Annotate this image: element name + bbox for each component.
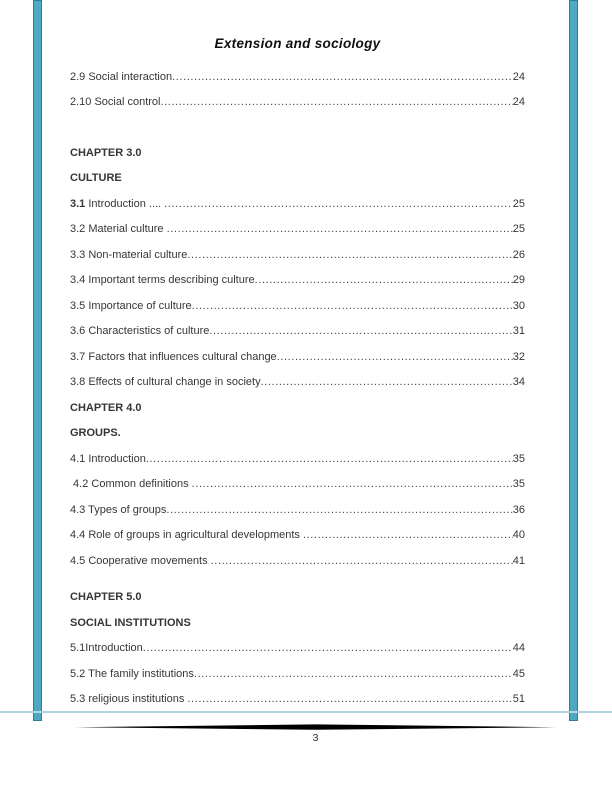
chapter-subheading-label: SOCIAL INSTITUTIONS — [70, 616, 191, 629]
toc-entry-label: 5.1Introduction — [70, 642, 143, 654]
dot-leader — [166, 504, 512, 517]
dot-leader — [187, 249, 512, 262]
toc-entry — [70, 211, 525, 237]
toc-entry-label: 4.5 Cooperative movements — [70, 554, 211, 567]
dot-leader — [255, 274, 513, 287]
toc-entry — [70, 364, 525, 390]
dot-leader — [261, 376, 513, 389]
page-number: 3 — [312, 732, 319, 744]
toc-entry-page: 30 — [512, 299, 525, 312]
toc-entry — [70, 262, 525, 288]
toc-entry-page: 35 — [512, 478, 525, 490]
toc-entry-page: 36 — [512, 503, 525, 516]
toc-entry-page: 40 — [512, 529, 525, 541]
toc-entry-page: 34 — [512, 376, 525, 388]
dot-leader — [167, 223, 513, 236]
dot-leader — [303, 529, 513, 542]
toc-entry — [70, 338, 525, 364]
toc-entry — [70, 236, 525, 262]
toc-entry-page: 25 — [509, 197, 525, 210]
toc-entry-label: 3.5 Importance of culture — [70, 299, 192, 312]
chapter-3-heading — [70, 134, 525, 160]
toc-entry-label: 4.1 Introduction — [70, 452, 146, 465]
page-footer — [75, 724, 556, 744]
toc-entry — [70, 313, 525, 339]
toc-entry-label: 4.2 Common definitions — [70, 478, 192, 490]
chapter-4-heading — [70, 389, 525, 415]
left-margin-bar — [33, 0, 42, 721]
toc-entry — [70, 655, 525, 681]
chapter-5-heading — [70, 579, 525, 605]
toc-entry-label: 3.8 Effects of cultural change in society — [70, 376, 261, 388]
toc-entry-label: 4.4 Role of groups in agricultural developments — [70, 529, 303, 541]
chapter-heading-label: CHAPTER 4.0 — [70, 401, 142, 414]
toc-entry — [70, 58, 525, 84]
toc-entry-page: 24 — [512, 70, 525, 83]
chapter-subheading-label: GROUPS. — [70, 427, 121, 439]
toc-entry-page: 35 — [512, 452, 525, 465]
toc-entry-page: 29 — [512, 274, 525, 286]
dot-leader — [146, 453, 513, 466]
dot-leader — [172, 71, 513, 84]
toc-entry — [70, 681, 525, 707]
toc-entry-label: 3.7 Factors that influences cultural change — [70, 350, 277, 363]
toc-entry-page: 45 — [512, 667, 525, 680]
toc-entry — [70, 287, 525, 313]
toc-entry-label: 4.3 Types of groups — [70, 503, 167, 516]
dot-leader — [277, 351, 513, 364]
toc-entry-page: 26 — [512, 248, 525, 261]
toc-entry-page: 31 — [512, 325, 525, 337]
toc-entry — [70, 542, 525, 568]
chapter-heading-label: CHAPTER 3.0 — [70, 146, 142, 159]
toc-entry-label: 5.2 The family institutions — [70, 667, 194, 680]
dot-leader — [194, 668, 513, 681]
chapter-subheading-label: CULTURE — [70, 172, 122, 184]
toc-entry-label: 2.10 Social control — [70, 96, 161, 108]
footer-divider-line — [75, 724, 556, 731]
page-title: Extension and sociology — [214, 36, 381, 51]
toc-entry-label: 2.9 Social interaction — [70, 70, 173, 83]
dot-leader — [211, 555, 513, 568]
toc-entry — [70, 630, 525, 656]
dot-leader — [187, 693, 512, 706]
toc-entry-page: 25 — [512, 223, 525, 235]
chapter-3-subheading — [70, 160, 525, 186]
toc-entry-page: 41 — [512, 554, 525, 567]
toc-entry-label: Introduction .... — [85, 197, 165, 210]
dot-leader — [192, 478, 513, 491]
dot-leader — [192, 300, 513, 313]
toc-entry — [70, 440, 525, 466]
bottom-divider-line — [0, 711, 612, 713]
toc-entry-label: 3.6 Characteristics of culture — [70, 325, 210, 337]
toc-entry-number: 3.1 — [70, 197, 86, 210]
chapter-4-subheading — [70, 415, 525, 441]
toc-entry-page: 24 — [512, 96, 525, 108]
chapter-heading-label: CHAPTER 5.0 — [70, 591, 142, 603]
dot-leader — [143, 642, 513, 655]
toc-entry — [70, 517, 525, 543]
toc-entry-label: 5.3 religious institutions — [70, 693, 188, 705]
dot-leader — [164, 198, 510, 211]
toc-entry — [70, 466, 525, 492]
toc-entry-label: 3.4 Important terms describing culture — [70, 274, 255, 286]
toc-content — [70, 0, 525, 706]
toc-entry — [70, 185, 525, 211]
right-margin-bar — [569, 0, 578, 721]
dot-leader — [209, 325, 512, 338]
chapter-5-subheading — [70, 604, 525, 630]
toc-entry — [70, 491, 525, 517]
toc-entry-page: 44 — [512, 642, 525, 654]
toc-entry-page: 32 — [512, 350, 525, 363]
dot-leader — [161, 96, 513, 109]
toc-entry — [70, 84, 525, 110]
toc-entry-label: 3.2 Material culture — [70, 223, 167, 235]
toc-entry-label: 3.3 Non-material culture — [70, 248, 188, 261]
toc-entry-page: 51 — [512, 693, 525, 705]
